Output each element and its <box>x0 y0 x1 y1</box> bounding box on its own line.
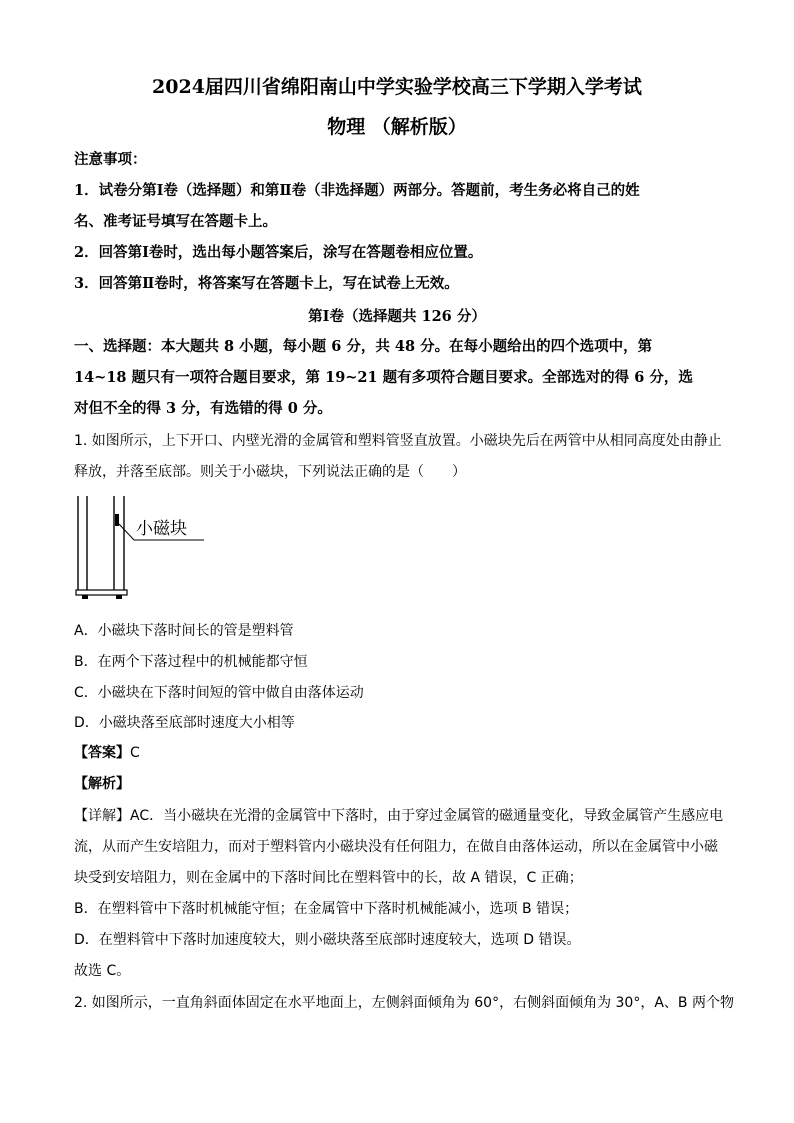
notice-item-2: 2．回答第Ⅰ卷时，选出每小题答案后，涂写在答题卷相应位置。 <box>74 244 483 261</box>
part-1-instruction-line-2: 14~18 题只有一项符合题目要求，第 19~21 题有多项符合题目要求。全部选对的得 6 分，选 <box>74 369 693 386</box>
tube-base <box>76 590 127 595</box>
notice-heading: 注意事项： <box>74 151 147 168</box>
tubes-diagram <box>74 494 224 606</box>
q1-detail-line-2: 流，从而产生安培阻力，而对于塑料管内小磁块没有任何阻力，在做自由落体运动，所以在金属管中小磁 <box>74 839 718 855</box>
notice-item-3: 3．回答第Ⅱ卷时，将答案写在答题卡上，写在试卷上无效。 <box>74 275 459 292</box>
q1-conclusion: 故选 C。 <box>74 963 131 979</box>
q1-stem-line-2: 释放，并落至底部。则关于小磁块，下列说法正确的是（ ） <box>74 464 466 480</box>
answer-tag: 【答案】 <box>74 745 130 761</box>
section-1-title: 第Ⅰ卷（选择题共 126 分） <box>308 308 486 325</box>
exam-title: 2024届四川省绵阳南山中学实验学校高三下学期入学考试 <box>152 76 642 98</box>
q1-option-b: B．在两个下落过程中的机械能都守恒 <box>74 654 308 670</box>
q1-detail-line-3: 块受到安培阻力，则在金属中的下落时间比在塑料管中的长，故 A 错误，C 正确； <box>74 870 583 886</box>
q2-stem-line-1: 2. 如图所示，一直角斜面体固定在水平地面上，左侧斜面倾角为 60°，右侧斜面倾角为 30°，A、B 两个物 <box>74 995 734 1011</box>
q1-stem-line-1: 1. 如图所示，上下开口、内壁光滑的金属管和塑料管竖直放置。小磁块先后在两管中从相同高度处由静止 <box>74 433 722 449</box>
label-pointer-line <box>119 524 134 540</box>
q1-detail-line-4: B．在塑料管中下落时机械能守恒；在金属管中下落时机械能减小，选项 B 错误； <box>74 901 579 917</box>
notice-item-1-line-2: 名、准考证号填写在答题卡上。 <box>74 213 277 230</box>
notice-item-1-line-1: 1．试卷分第Ⅰ卷（选择题）和第Ⅱ卷（非选择题）两部分。答题前，考生务必将自己的姓 <box>74 182 640 199</box>
q1-detail-line-5: D．在塑料管中下落时加速度较大，则小磁块落至底部时速度较大，选项 D 错误。 <box>74 932 581 948</box>
q1-option-a: A．小磁块下落时间长的管是塑料管 <box>74 623 294 639</box>
exam-subtitle: 物理 （解析版） <box>327 116 467 138</box>
base-foot-left <box>82 595 88 599</box>
q1-detail-line-1: 【详解】AC．当小磁块在光滑的金属管中下落时，由于穿过金属管的磁通量变化，导致金属管产生感应电 <box>74 808 724 824</box>
part-1-instruction-line-3: 对但不全的得 3 分，有选错的得 0 分。 <box>74 400 332 417</box>
base-foot-right <box>116 595 122 599</box>
q1-option-c: C．小磁块在下落时间短的管中做自由落体运动 <box>74 685 364 701</box>
magnet-label: 小磁块 <box>136 519 187 539</box>
q1-answer <box>74 743 140 763</box>
answer-value: C <box>130 745 140 761</box>
part-1-instruction-line-1: 一、选择题：本大题共 8 小题，每小题 6 分，共 48 分。在每小题给出的四个选项中，第 <box>74 338 653 355</box>
small-magnet <box>115 514 119 526</box>
q1-option-d: D．小磁块落至底部时速度大小相等 <box>74 715 295 731</box>
q1-analysis-tag: 【解析】 <box>74 776 130 792</box>
q1-figure <box>74 494 224 606</box>
